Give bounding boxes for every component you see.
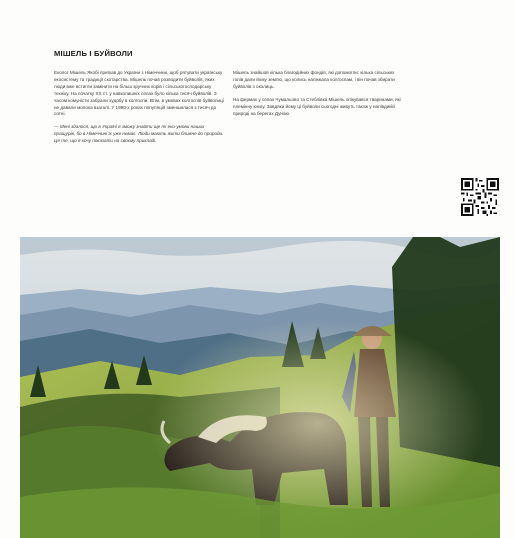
article-quote: — Мені здалося, що в Україні я зможу знайти ще ті еко-умови наших пращурів, бо в Німеччині їх уже немає. Люди мають жити ближче до природи. Це те, що я хочу показати на своєму прикладі. — [54, 124, 224, 144]
article-title: МІШЕЛЬ І БУЙВОЛИ — [54, 49, 133, 58]
photo-man-with-water-buffalo-icon — [20, 237, 500, 538]
buffalo-photo — [20, 237, 500, 538]
article-paragraph: На фермах у селах Чумальово та Стеблівка Мішель опікувався тваринами, які племінну книгу. Завдяки йому ці буйволи сьогодні живуть також у напівдикій природі на берегах Дунаю. — [233, 96, 401, 116]
article-paragraph: Мішель знайшов кілька благодійних фондів, які допомогли; кілька сільських голів дали йому землю, що колись належала колгоспам, і він почав збирати буйволів з околиць. — [233, 70, 395, 89]
article-right-column — [233, 70, 405, 123]
article-left-column — [54, 70, 226, 151]
qr-code-icon[interactable] — [461, 178, 499, 216]
article-paragraph: Еколог Мішель Якобі приїхав до України з Німеччини, щоб рятувати українську екосистему та традиції скотарства. Мішель почав розводити буйволів, яких люди вже встигли замінити на більш зручних корів і сільськогосподарську техніку. На початку ХХ ст. у навколишніх селах було кілька тисяч буйволів. З часом комуністи забрали худобу в колгоспи. Втім, в умовах колгоспів буйволиці не давали молока взагалі. У 1990-х роках популяція зменшилася з тисяч до сотні. — [54, 70, 224, 117]
